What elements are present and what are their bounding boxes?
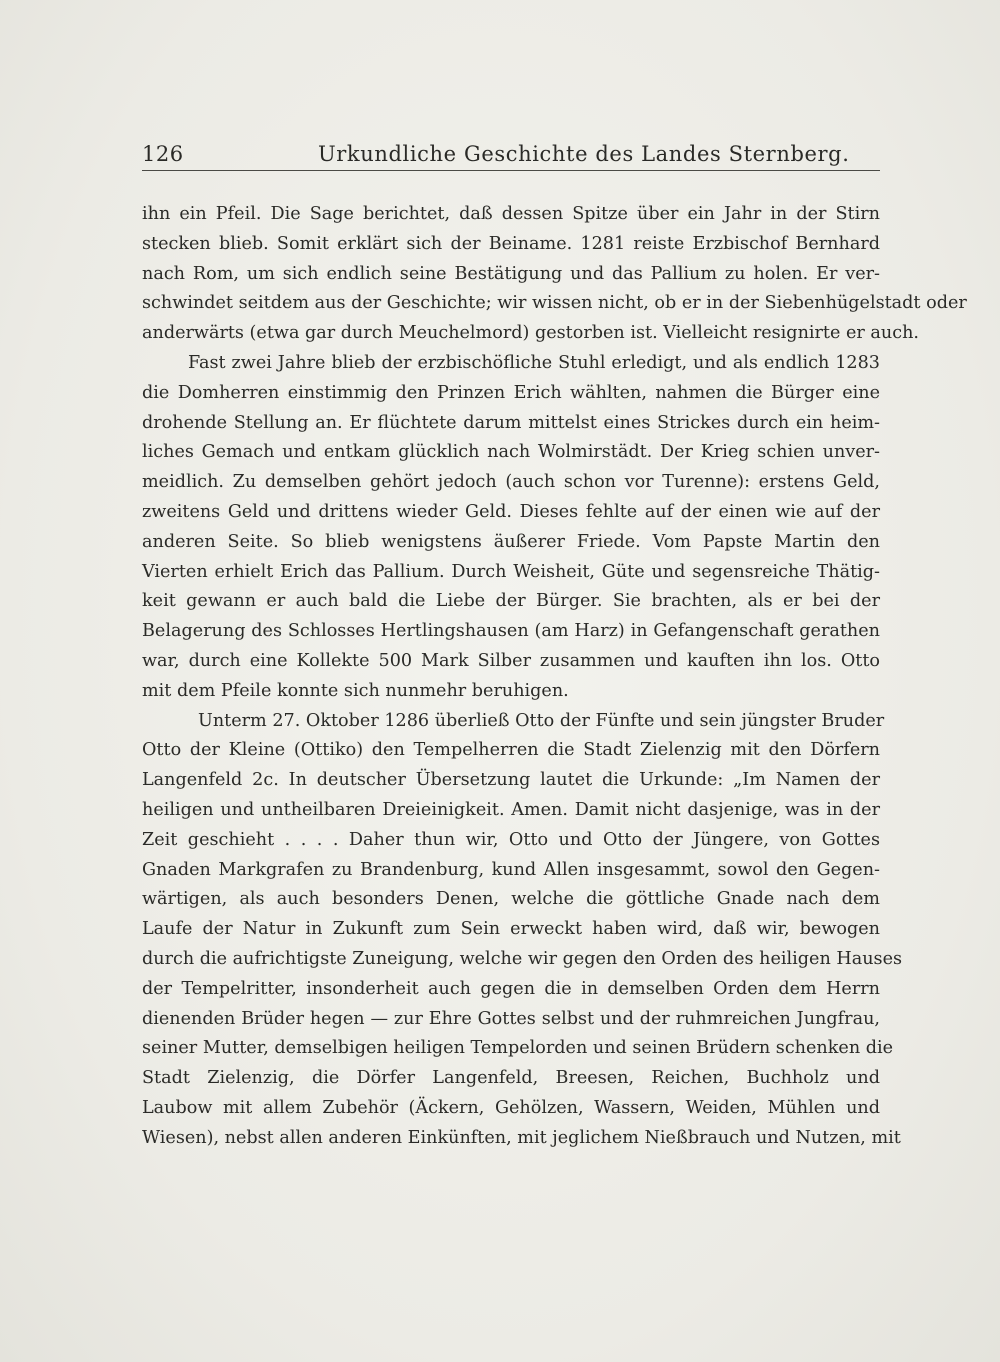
text-line: stecken blieb. Somit erklärt sich der Beiname. 1281 reiste Erzbischof Bernhard [142,233,880,254]
text-line: Otto der Kleine (Ottiko) den Tempelherren die Stadt Zielenzig mit den Dörfern [142,740,880,761]
text-line: Vierten erhielt Erich das Pallium. Durch Weisheit, Güte und segensreiche Thätig- [142,561,880,582]
text-line: wärtigen, als auch besonders Denen, welche die göttliche Gnade nach dem [142,889,880,910]
text-line: der Tempelritter, insonderheit auch gegen die in demselben Orden dem Herrn [142,978,880,999]
text-line: Belagerung des Schlosses Hertlingshausen (am Harz) in Gefangenschaft gerathen [142,621,880,642]
body-text [142,200,967,1154]
text-line: Zeit geschieht . . . . Daher thun wir, Otto und Otto der Jüngere, von Gottes [142,829,880,850]
header-rule [142,170,880,171]
text-line: heiligen und untheilbaren Dreieinigkeit. Amen. Damit nicht dasjenige, was in der [142,799,880,820]
text-line: Wiesen), nebst allen anderen Einkünften, mit jeglichem Nießbrauch und Nutzen, mit [142,1127,901,1148]
text-line: zweitens Geld und drittens wieder Geld. Dieses fehlte auf der einen wie auf der [142,501,880,522]
running-title: Urkundliche Geschichte des Landes Sternberg. [318,142,850,166]
text-line: war, durch eine Kollekte 500 Mark Silber zusammen und kauften ihn los. Otto [142,650,880,671]
text-line: durch die aufrichtigste Zuneigung, welche wir gegen den Orden des heiligen Hauses [142,948,903,969]
text-line: Stadt Zielenzig, die Dörfer Langenfeld, Breesen, Reichen, Buchholz und [142,1068,880,1089]
text-line: seiner Mutter, demselbigen heiligen Tempelorden und seinen Brüdern schenken die [142,1038,894,1059]
text-line: liches Gemach und entkam glücklich nach Wolmirstädt. Der Krieg schien unver- [142,442,880,463]
text-line: meidlich. Zu demselben gehört jedoch (auch schon vor Turenne): erstens Geld, [142,472,880,493]
text-line-paragraph-start: Unterm 27. Oktober 1286 überließ Otto der Fünfte und sein jüngster Bruder [198,710,885,731]
text-line: ihn ein Pfeil. Die Sage berichtet, daß dessen Spitze über ein Jahr in der Stirn [142,204,880,224]
text-line: die Domherren einstimmig den Prinzen Erich wählten, nahmen die Bürger eine [142,382,880,403]
text-line: Langenfeld 2c. In deutscher Übersetzung lautet die Urkunde: „Im Namen der [142,770,880,791]
text-line: anderen Seite. So blieb wenigstens äußerer Friede. Vom Papste Martin den [142,531,880,552]
text-line: Gnaden Markgrafen zu Brandenburg, kund Allen insgesammt, sowol den Gegen- [142,859,880,880]
text-line: nach Rom, um sich endlich seine Bestätigung und das Pallium zu holen. Er ver- [142,263,880,284]
text-line: drohende Stellung an. Er flüchtete darum mittelst eines Strickes durch ein heim- [142,412,880,433]
text-line: anderwärts (etwa gar durch Meuchelmord) gestorben ist. Vielleicht resignirte er auch. [142,323,920,344]
text-line: dienenden Brüder hegen — zur Ehre Gottes selbst und der ruhmreichen Jungfrau, [142,1008,880,1029]
text-line: keit gewann er auch bald die Liebe der Bürger. Sie brachten, als er bei der [142,591,880,612]
text-line: Laufe der Natur in Zukunft zum Sein erweckt haben wird, daß wir, bewogen [142,919,880,940]
text-line: mit dem Pfeile konnte sich nunmehr beruhigen. [142,680,569,701]
text-line: Laubow mit allem Zubehör (Äckern, Gehölzen, Wassern, Weiden, Mühlen und [142,1097,880,1118]
text-line-paragraph-start: Fast zwei Jahre blieb der erzbischöfliche Stuhl erledigt, und als endlich 1283 [188,352,880,373]
page-number: 126 [142,142,184,166]
page-header [142,142,880,172]
text-line: schwindet seitdem aus der Geschichte; wir wissen nicht, ob er in der Siebenhügelstadt oder [142,293,967,314]
